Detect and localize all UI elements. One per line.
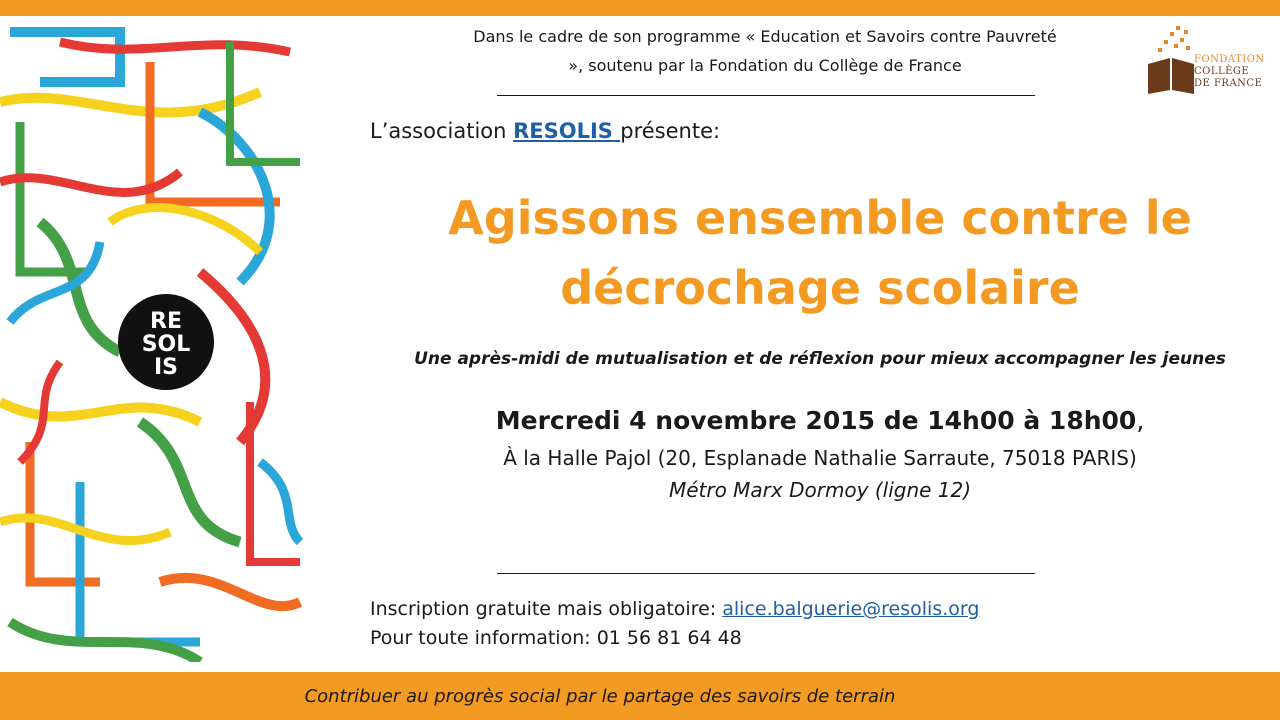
event-date xyxy=(430,406,1210,435)
art-logo-line2: SOL xyxy=(141,332,191,357)
event-address: À la Halle Pajol (20, Esplanade Nathalie Sarraute, 75018 PARIS) xyxy=(503,446,1137,470)
event-title-line2: décrochage scolaire xyxy=(560,261,1080,315)
top-accent-bar xyxy=(0,0,1280,16)
art-logo-line3: IS xyxy=(153,355,179,380)
event-title xyxy=(430,183,1210,323)
registration-email-link[interactable]: alice.balguerie@resolis.org xyxy=(722,598,980,620)
footer-bar xyxy=(0,672,1280,720)
book-icon xyxy=(1146,24,1196,94)
presents-prefix: L’association xyxy=(370,119,514,143)
registration-line xyxy=(370,595,979,624)
logo-line-de-france: DE FRANCE xyxy=(1194,78,1263,89)
contact-info xyxy=(370,595,979,653)
event-title-line1: Agissons ensemble contre le xyxy=(448,191,1192,245)
event-subtitle: Une après-midi de mutualisation et de réflexion pour mieux accompagner les jeunes xyxy=(414,349,1226,369)
event-metro: Métro Marx Dormoy (ligne 12) xyxy=(668,478,972,502)
association-presents xyxy=(370,119,720,143)
registration-label: Inscription gratuite mais obligatoire: xyxy=(370,598,723,620)
event-date-text: Mercredi 4 novembre 2015 de 14h00 à 18h00 xyxy=(495,406,1137,435)
top-divider xyxy=(497,95,1035,96)
resolis-link[interactable]: RESOLIS xyxy=(513,119,621,143)
bottom-divider xyxy=(497,573,1035,574)
contact-line xyxy=(370,624,979,653)
logo-line-college: COLLÈGE xyxy=(1194,66,1250,77)
footer-tagline: Contribuer au progrès social par le partage des savoirs de terrain xyxy=(304,685,896,707)
fondation-college-de-france-logo xyxy=(1146,24,1276,94)
logo-line-fondation: FONDATION xyxy=(1194,54,1265,65)
ribbon-artwork-image xyxy=(0,22,304,662)
contact-phone: 01 56 81 64 48 xyxy=(596,627,742,649)
art-logo-line1: RE xyxy=(150,309,182,334)
presents-suffix: présente: xyxy=(620,119,721,143)
event-date-suffix: , xyxy=(1136,406,1145,435)
resolis-artwork xyxy=(0,22,304,662)
contact-label: Pour toute information: xyxy=(370,627,597,649)
program-statement: Dans le cadre de son programme « Education et Savoirs contre Pauvreté », soutenu par la Fondation du Collège de France xyxy=(473,27,1057,75)
